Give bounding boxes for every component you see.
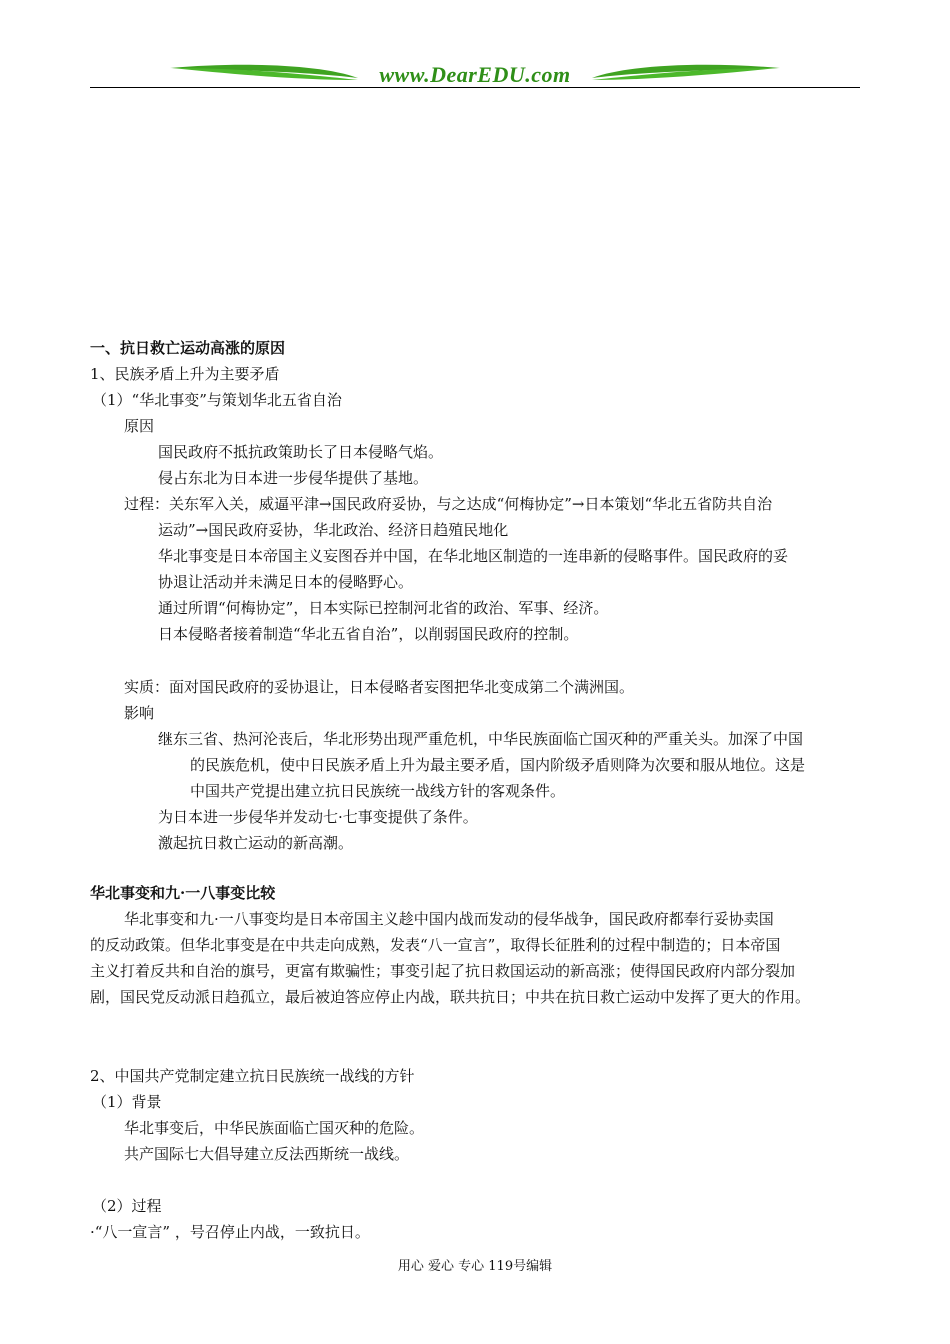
text-line: 华北事变后，中华民族面临亡国灭种的危险。 [124, 1119, 425, 1137]
text-line: 华北事变和九·一八事变均是日本帝国主义趁中国内战而发动的侵华战争，国民政府都奉行妥协卖国 [124, 910, 774, 928]
section-heading: 一、抗日救亡运动高涨的原因 [90, 339, 286, 357]
text-line: 的民族危机，使中日民族矛盾上升为最主要矛盾，国内阶级矛盾则降为次要和服从地位。这是 [190, 756, 806, 774]
text-line: 侵占东北为日本进一步侵华提供了基地。 [158, 469, 429, 487]
text-line: 继东三省、热河沦丧后，华北形势出现严重危机，中华民族面临亡国灭种的严重关头。加深了中国 [158, 730, 804, 748]
text-line: 原因 [124, 417, 155, 435]
text-line: 1、民族矛盾上升为主要矛盾 [90, 365, 280, 383]
text-line: 为日本进一步侵华并发动七·七事变提供了条件。 [158, 808, 478, 826]
text-line: 通过所谓“何梅协定”，日本实际已控制河北省的政治、军事、经济。 [158, 599, 609, 617]
text-line: 影响 [124, 704, 155, 722]
text-line: 实质：面对国民政府的妥协退让，日本侵略者妄图把华北变成第二个满洲国。 [124, 678, 635, 696]
text-line: 中国共产党提出建立抗日民族统一战线方针的客观条件。 [190, 782, 566, 800]
page-footer: 用心 爱心 专心 119号编辑 [397, 1259, 553, 1274]
header-rule [90, 87, 860, 88]
text-line: 国民政府不抵抗政策助长了日本侵略气焰。 [158, 443, 444, 461]
text-line: 华北事变是日本帝国主义妄图吞并中国，在华北地区制造的一连串新的侵略事件。国民政府的妥 [158, 547, 789, 565]
text-line: 激起抗日救亡运动的新高潮。 [158, 834, 354, 852]
text-line: 协退让活动并未满足日本的侵略野心。 [158, 573, 414, 591]
text-line: （2）过程 [92, 1197, 162, 1215]
text-line: 共产国际七大倡导建立反法西斯统一战线。 [124, 1145, 410, 1163]
text-line: （1）“华北事变”与策划华北五省自治 [92, 391, 342, 409]
text-line: （1）背景 [92, 1093, 162, 1111]
text-line: 2、中国共产党制定建立抗日民族统一战线的方针 [90, 1067, 415, 1085]
text-line: 剧，国民党反动派日趋孤立，最后被迫答应停止内战，联共抗日；中共在抗日救亡运动中发挥了更大的作用。 [90, 988, 811, 1006]
section-heading: 华北事变和九·一八事变比较 [90, 884, 276, 902]
text-line: ·“八一宣言” ，号召停止内战，一致抗日。 [90, 1223, 370, 1241]
logo-text: www.DearEDU.com [379, 62, 571, 87]
text-line: 的反动政策。但华北事变是在中共走向成熟，发表“八一宣言”，取得长征胜利的过程中制造的；日本帝国 [90, 936, 781, 954]
text-line: 日本侵略者接着制造“华北五省自治”，以削弱国民政府的控制。 [158, 625, 579, 643]
text-line: 主义打着反共和自治的旗号，更富有欺骗性；事变引起了抗日救国运动的新高涨；使得国民政府内部分裂加 [90, 962, 796, 980]
text-line: 运动”→国民政府妥协，华北政治、经济日趋殖民地化 [158, 521, 509, 539]
text-line: 过程：关东军入关，威逼平津→国民政府妥协，与之达成“何梅协定”→日本策划“华北五省防共自治 [124, 495, 773, 513]
